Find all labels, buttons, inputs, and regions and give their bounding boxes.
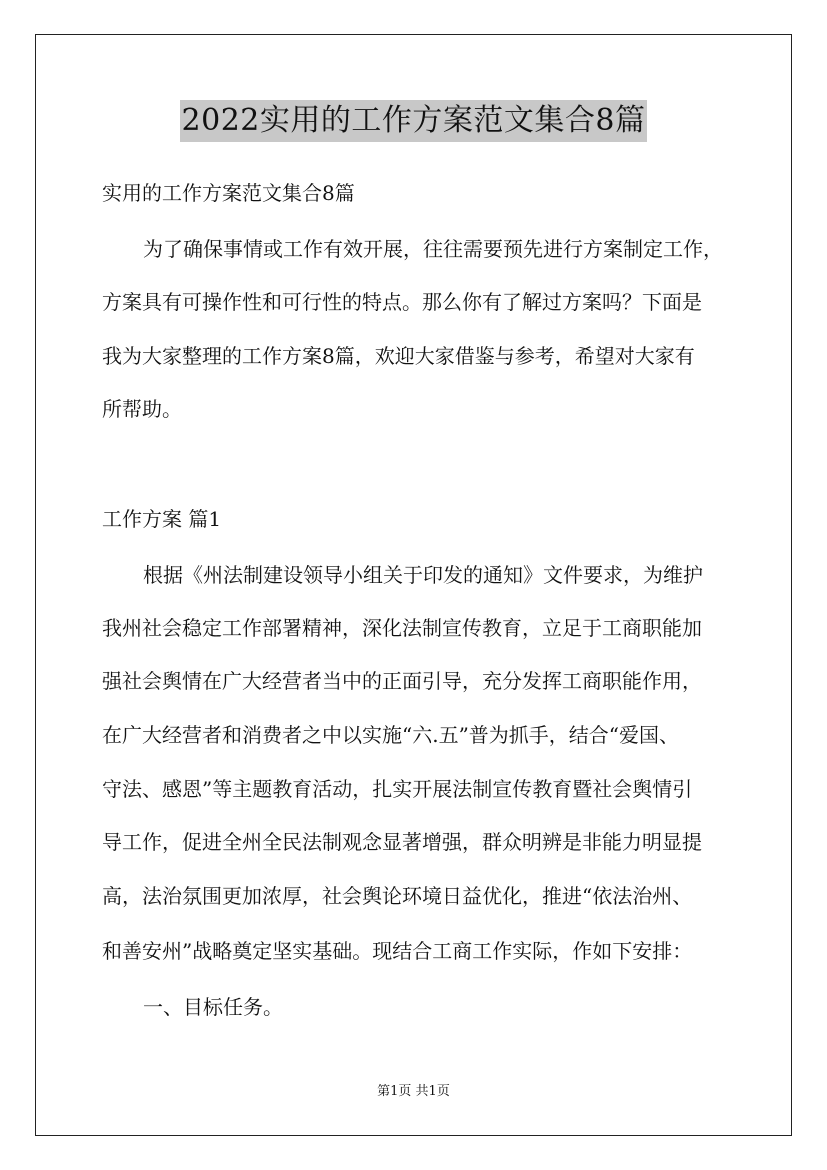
- body-line-6: 导工作，促进全州全民法制观念显著增强，群众明辨是非能力明显提: [102, 830, 702, 854]
- intro-line-3: 我为大家整理的工作方案8篇，欢迎大家借鉴与参考，希望对大家有: [102, 344, 695, 368]
- body-line-1: 根据《州法制建设领导小组关于印发的通知》文件要求，为维护: [143, 563, 703, 587]
- item-heading-1: 一、目标任务。: [143, 995, 283, 1019]
- document-title: 2022实用的工作方案范文集合8篇: [180, 100, 648, 142]
- section-heading: 工作方案 篇1: [102, 507, 222, 531]
- body-line-4: 在广大经营者和消费者之中以实施“六.五”普为抓手，结合“爱国、: [102, 723, 680, 747]
- page-footer: 第1页 共1页: [377, 1084, 450, 1099]
- body-line-2: 我州社会稳定工作部署精神，深化法制宣传教育，立足于工商职能加: [102, 616, 702, 640]
- title-container: [0, 100, 827, 142]
- body-line-3: 强社会舆情在广大经营者当中的正面引导，充分发挥工商职能作用，: [102, 669, 702, 693]
- body-line-5: 守法、感恩”等主题教育活动，扎实开展法制宣传教育暨社会舆情引: [102, 777, 693, 801]
- intro-line-4: 所帮助。: [102, 397, 182, 421]
- body-line-8: 和善安州”战略奠定坚实基础。现结合工商工作实际，作如下安排：: [102, 939, 693, 963]
- intro-line-2: 方案具有可操作性和可行性的特点。那么你有了解过方案吗？下面是: [102, 290, 702, 314]
- intro-line-1: 为了确保事情或工作有效开展，往往需要预先进行方案制定工作，: [143, 237, 723, 261]
- body-line-7: 高，法治氛围更加浓厚，社会舆论环境日益优化，推进“依法治州、: [102, 884, 693, 908]
- document-subtitle: 实用的工作方案范文集合8篇: [102, 181, 355, 205]
